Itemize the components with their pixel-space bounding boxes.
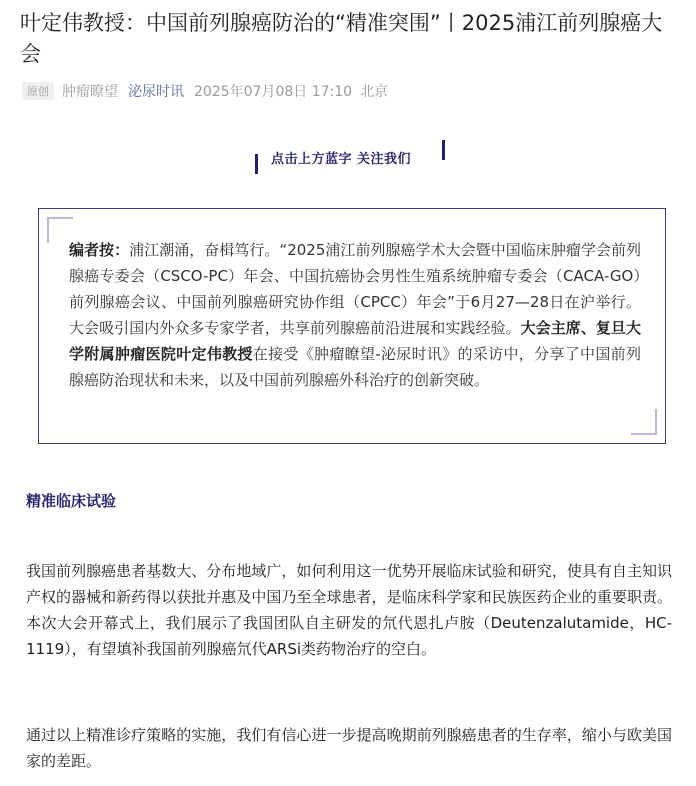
editor-note-highlight: 大会主席、复旦大学附属肿瘤医院叶定伟教授 — [69, 319, 641, 363]
editor-note-text — [69, 237, 641, 393]
author-source: 肿瘤瞭望 — [62, 84, 118, 100]
section-heading: 精准临床试验 — [26, 492, 117, 510]
follow-prompt-text: 点击上方蓝字 关注我们 — [271, 152, 412, 167]
editor-note-label: 编者按： — [69, 241, 130, 259]
publish-location: 北京 — [360, 84, 389, 100]
follow-banner[interactable] — [255, 140, 445, 176]
article-meta — [22, 80, 388, 102]
editor-note-body-2: 在接受《肿瘤瞭望-泌尿时讯》的采访中，分享了中国前列腺癌防治现状和未来，以及中国前列腺癌外科治疗的创新突破。 — [69, 345, 641, 389]
account-name-link[interactable]: 泌尿时讯 — [128, 84, 184, 100]
editor-note-body-1: 浦江潮涌，奋楫笃行。“2025浦江前列腺癌学术大会暨中国临床肿瘤学会前列腺癌专委会（CSCO-PC）年会、中国抗癌协会男性生殖系统肿瘤专委会（CACA-GO）前列腺癌会议、中国前列腺癌研究协作组（CPCC）年会”于6月27—28日在沪举行。大会吸引国内外众多专家学者，共享前列腺癌前沿进展和实践经验。 — [69, 241, 641, 337]
body-paragraph: 通过以上精准诊疗策略的实施，我们有信心进一步提高晚期前列腺癌患者的生存率，缩小与欧美国家的差距。 — [26, 726, 672, 770]
publish-time: 2025年07月08日 17:10 — [194, 84, 353, 100]
body-paragraph: 我国前列腺癌患者基数大、分布地域广，如何利用这一优势开展临床试验和研究，使具有自主知识产权的器械和新药得以获批并惠及中国乃至全球患者，是临床科学家和民族医药企业的重要职责。本次大会开幕式上，我们展示了我国团队自主研发的氘代恩扎卢胺（Deutenzalutamide，HC-1119），有望填补我国前列腺癌氘代ARSi类药物治疗的空白。 — [26, 562, 672, 658]
decorative-bar-left — [255, 154, 258, 174]
article-title: 叶定伟教授：中国前列腺癌防治的“精准突围”丨2025浦江前列腺癌大会 — [20, 11, 663, 66]
decorative-bar-right — [442, 140, 445, 160]
decorative-corner-bottom-right — [631, 409, 657, 435]
original-badge: 原创 — [22, 82, 54, 100]
editor-note-box — [38, 208, 666, 444]
